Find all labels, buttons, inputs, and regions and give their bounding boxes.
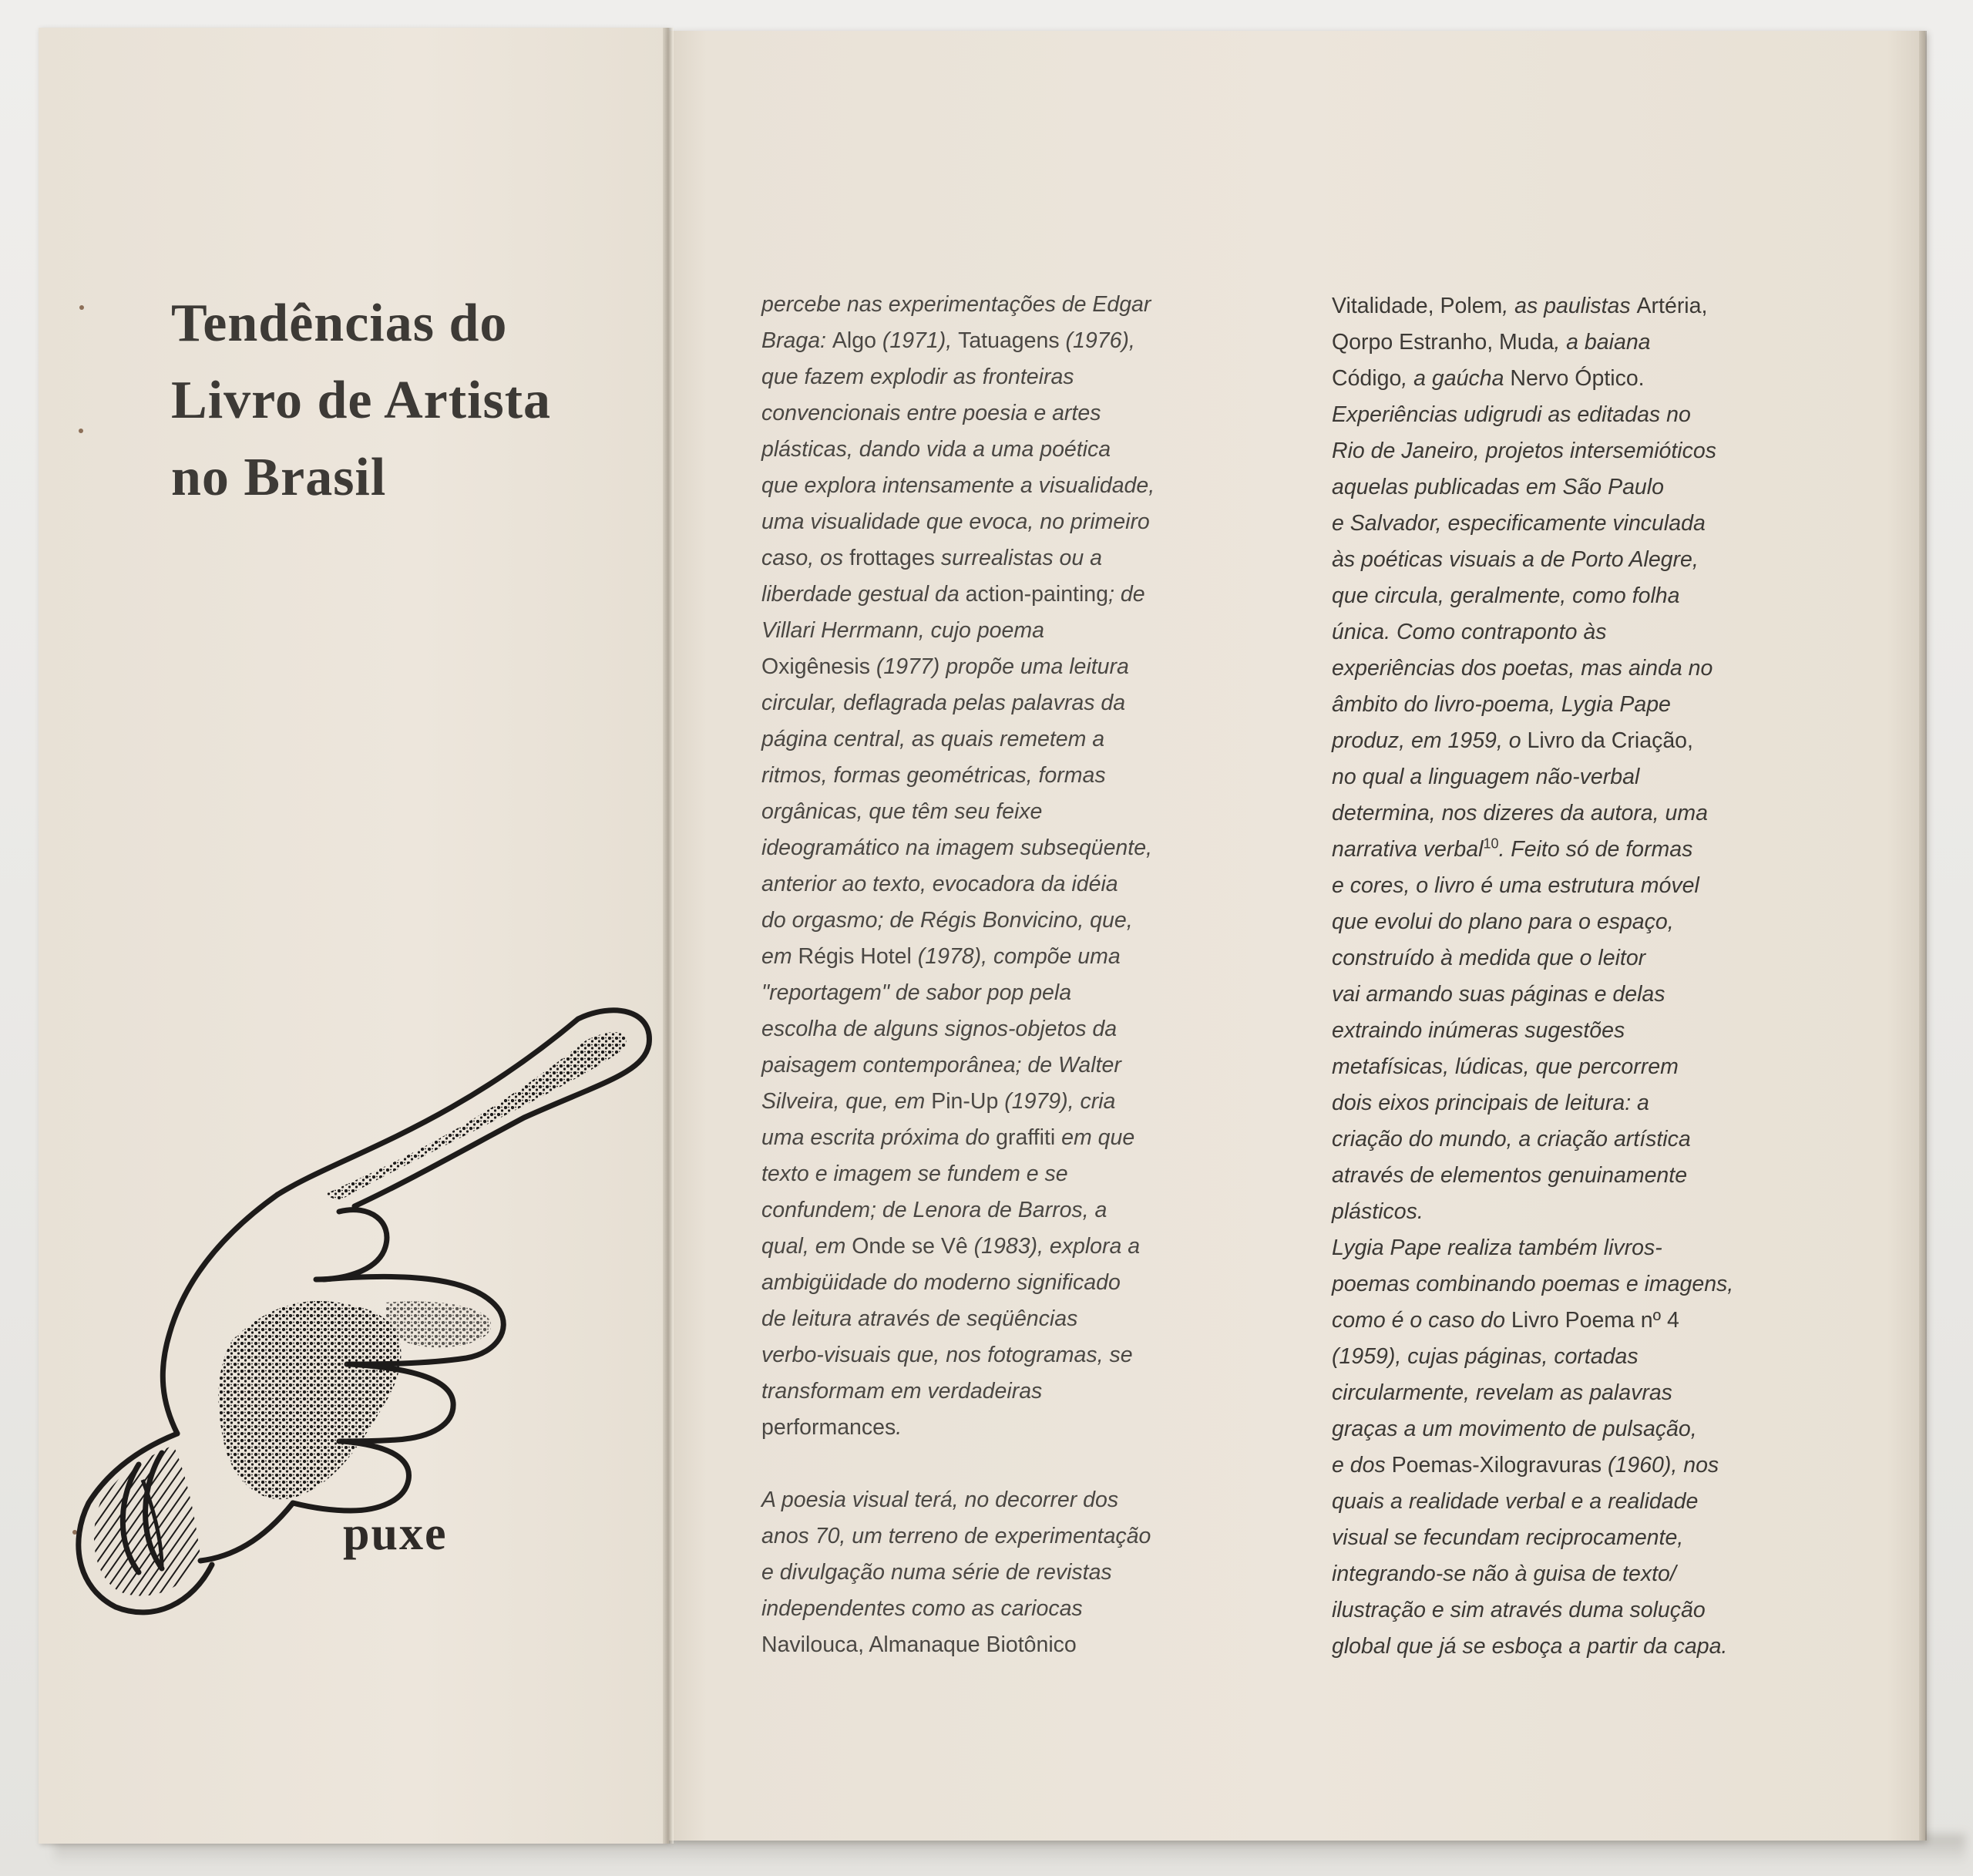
text-segment: uma escrita próxima do [761, 1125, 997, 1150]
text-segment: . Feito só de formas [1498, 837, 1693, 862]
text-line [761, 1192, 1255, 1229]
text-segment: circularmente, revelam as palavras [1332, 1380, 1672, 1405]
text-line [1332, 324, 1871, 361]
text-segment: em [761, 944, 798, 969]
text-line [1332, 1484, 1871, 1520]
text-segment: às poéticas visuais a de Porto Alegre, [1332, 547, 1699, 572]
text-line [1332, 868, 1871, 904]
text-line [761, 1518, 1255, 1555]
text-line [761, 395, 1255, 432]
text-line [761, 1301, 1255, 1337]
text-line [1332, 288, 1871, 324]
text-segment: A poesia visual terá, no decorrer dos [761, 1488, 1119, 1512]
text-line [1332, 1556, 1871, 1592]
text-segment: aquelas publicadas em São Paulo [1332, 475, 1664, 499]
text-line [1332, 1520, 1871, 1556]
text-segment: (1979), cria [998, 1089, 1116, 1114]
text-segment: Vitalidade, Polem [1332, 294, 1503, 318]
text-segment: produz, em 1959, o [1332, 728, 1528, 753]
text-segment: paisagem contemporânea; de Walter [761, 1053, 1121, 1078]
text-segment: Lygia Pape realiza também livros- [1332, 1236, 1662, 1260]
text-segment: ilustração e sim através duma solução [1332, 1598, 1706, 1622]
text-line [1332, 469, 1871, 506]
text-segment: Onde se Vê [852, 1234, 968, 1259]
text-segment: vai armando suas páginas e delas [1332, 982, 1665, 1007]
text-line [761, 1229, 1255, 1265]
text-line [1332, 1411, 1871, 1447]
text-line [1332, 1303, 1871, 1339]
text-line [761, 830, 1255, 866]
text-line [1332, 940, 1871, 977]
text-line [761, 1591, 1255, 1627]
text-segment: dois eixos principais de leitura: a [1332, 1091, 1649, 1115]
text-segment: percebe nas experimentações de Edgar [761, 292, 1151, 317]
text-segment: texto e imagem se fundem e se [761, 1162, 1068, 1186]
text-segment: através de elementos genuinamente [1332, 1163, 1688, 1188]
text-line [1332, 578, 1871, 614]
text-line [1332, 1629, 1871, 1665]
text-line [1332, 1447, 1871, 1484]
text-segment: Tatuagens [958, 328, 1060, 353]
text-segment: do orgasmo; de Régis Bonvicino, que, [761, 908, 1133, 933]
text-line [1332, 506, 1871, 542]
text-segment: orgânicas, que têm seu feixe [761, 799, 1043, 824]
text-segment: e Salvador, especificamente vinculada [1332, 511, 1706, 536]
text-segment: experiências dos poetas, mas ainda no [1332, 656, 1713, 681]
text-segment: metafísicas, lúdicas, que percorrem [1332, 1054, 1679, 1079]
text-segment: como é o caso do [1332, 1308, 1511, 1333]
text-line [1332, 433, 1871, 469]
text-line [1332, 1049, 1871, 1085]
text-line [1332, 723, 1871, 759]
text-line [761, 613, 1255, 649]
text-segment: qual, em [761, 1234, 852, 1259]
text-line [1332, 904, 1871, 940]
text-segment: Oxigênesis [761, 654, 870, 679]
text-segment: frottages [849, 546, 935, 570]
text-segment: e dos [1332, 1453, 1392, 1478]
text-line [1332, 832, 1871, 868]
text-line [761, 1156, 1255, 1192]
text-segment: única. Como contraponto às [1332, 620, 1607, 644]
text-segment: integrando-se não à guisa de texto/ [1332, 1562, 1676, 1586]
text-segment: quais a realidade verbal e a realidade [1332, 1489, 1699, 1514]
text-segment: Nervo Óptico. [1510, 366, 1645, 391]
text-line [1332, 1194, 1871, 1230]
text-line [761, 649, 1255, 685]
pull-label[interactable]: puxe [343, 1508, 448, 1560]
text-segment: Régis Hotel [798, 944, 912, 969]
text-segment: surrealistas ou a [934, 546, 1102, 570]
text-column-2 [1332, 288, 1871, 1665]
text-segment: transformam em verdadeiras [761, 1379, 1043, 1404]
text-line [761, 1047, 1255, 1084]
text-line [761, 1265, 1255, 1301]
text-segment: Livro Poema nº 4 [1511, 1308, 1679, 1333]
text-segment: (1959), cujas páginas, cortadas [1332, 1344, 1639, 1369]
text-line [761, 794, 1255, 830]
text-segment: Qorpo Estranho, Muda [1332, 330, 1555, 355]
text-line [1332, 1592, 1871, 1629]
text-line [1332, 795, 1871, 832]
text-line [761, 1410, 1255, 1446]
text-line [1332, 1085, 1871, 1121]
footnote-marker: 10 [1483, 835, 1499, 852]
text-segment: global que já se esboça a partir da capa. [1332, 1634, 1728, 1659]
text-segment: em que [1055, 1125, 1135, 1150]
page-fold [663, 28, 674, 1844]
text-segment: plásticas, dando vida a uma poética [761, 437, 1111, 462]
text-segment: que explora intensamente a visualidade, [761, 473, 1155, 498]
text-segment: plásticos. [1332, 1199, 1423, 1224]
text-segment: Rio de Janeiro, projetos intersemióticos [1332, 439, 1716, 463]
text-segment: extraindo inúmeras sugestões [1332, 1018, 1625, 1043]
text-line [761, 323, 1255, 359]
text-segment: performances [761, 1415, 896, 1440]
text-segment: Poemas-Xilogravuras [1391, 1453, 1602, 1478]
text-column-1 [761, 287, 1255, 1663]
text-segment: determina, nos dizeres da autora, uma [1332, 801, 1708, 825]
text-segment: confundem; de Lenora de Barros, a [761, 1198, 1108, 1222]
text-line [1332, 361, 1871, 397]
text-line [761, 1446, 1255, 1482]
text-segment: Pin-Up [931, 1089, 999, 1114]
text-line [761, 1337, 1255, 1373]
text-line [761, 721, 1255, 758]
text-segment: (1983), explora a [967, 1234, 1141, 1259]
text-segment: Código [1332, 366, 1402, 391]
text-segment: (1976), [1059, 328, 1135, 353]
text-line [1332, 1375, 1871, 1411]
text-segment: uma visualidade que evoca, no primeiro [761, 509, 1150, 534]
text-line [1332, 614, 1871, 651]
text-segment: , as paulistas [1502, 294, 1637, 318]
text-segment: Experiências udigrudi as editadas no [1332, 402, 1691, 427]
text-line [761, 432, 1255, 468]
text-line [761, 577, 1255, 613]
text-segment: Algo [832, 328, 876, 353]
text-segment: Villari Herrmann, cujo poema [761, 618, 1044, 643]
text-line [1332, 1013, 1871, 1049]
text-segment: (1971), [876, 328, 959, 353]
text-segment: escolha de alguns signos-objetos da [761, 1017, 1118, 1041]
text-line [1332, 759, 1871, 795]
text-segment: circular, deflagrada pelas palavras da [761, 691, 1126, 715]
text-segment: Artéria, [1636, 294, 1708, 318]
text-segment: ambigüidade do moderno significado [761, 1270, 1121, 1295]
punch-mark [79, 429, 83, 433]
text-line [761, 359, 1255, 395]
text-line [1332, 1339, 1871, 1375]
text-segment: independentes como as cariocas [761, 1596, 1083, 1621]
text-segment: Silveira, que, em [761, 1089, 932, 1114]
text-line [1332, 651, 1871, 687]
text-line [1332, 1121, 1871, 1158]
text-line [1332, 1158, 1871, 1194]
title-line: no Brasil [171, 448, 387, 507]
text-line [1332, 397, 1871, 433]
text-line [761, 540, 1255, 577]
text-segment: (1977) propõe uma leitura [869, 654, 1129, 679]
text-segment: e divulgação numa série de revistas [761, 1560, 1112, 1585]
text-line [1332, 687, 1871, 723]
text-segment: ideogramático na imagem subseqüente, [761, 835, 1152, 860]
text-segment: e cores, o livro é uma estrutura móvel [1332, 873, 1699, 898]
title-line: Tendências do [171, 294, 508, 353]
text-line [761, 1555, 1255, 1591]
text-line [761, 468, 1255, 504]
text-segment: convencionais entre poesia e artes [761, 401, 1101, 425]
title-line: Livro de Artista [171, 371, 552, 430]
text-line [761, 975, 1255, 1011]
text-segment: . [896, 1415, 902, 1440]
text-segment: graffiti [996, 1125, 1056, 1150]
text-line [761, 504, 1255, 540]
text-segment: que fazem explodir as fronteiras [761, 365, 1074, 389]
text-line [761, 1120, 1255, 1156]
text-segment: poemas combinando poemas e imagens, [1332, 1272, 1734, 1296]
text-segment: ; de [1108, 582, 1145, 607]
text-segment: , a gaúcha [1401, 366, 1511, 391]
text-line [1332, 542, 1871, 578]
text-segment: caso, os [761, 546, 850, 570]
text-segment: ritmos, formas geométricas, formas [761, 763, 1106, 788]
text-segment: anterior ao texto, evocadora da idéia [761, 872, 1118, 896]
text-segment: (1978), compõe uma [911, 944, 1121, 969]
text-line [1332, 1230, 1871, 1266]
text-line [761, 939, 1255, 975]
text-segment: action-painting [965, 582, 1109, 607]
text-segment: liberdade gestual da [761, 582, 966, 607]
text-line [761, 758, 1255, 794]
text-segment: , a baiana [1554, 330, 1651, 355]
booklet-title [171, 285, 664, 516]
punch-mark [79, 305, 84, 310]
text-segment: graças a um movimento de pulsação, [1332, 1417, 1697, 1441]
text-segment: anos 70, um terreno de experimentação [761, 1524, 1151, 1548]
text-segment: (1960), nos [1602, 1453, 1719, 1478]
text-segment: criação do mundo, a criação artística [1332, 1127, 1691, 1151]
text-line [761, 866, 1255, 903]
text-line [761, 1627, 1255, 1663]
text-segment: Navilouca, Almanaque Biotônico [761, 1632, 1077, 1657]
text-segment: no qual a linguagem não-verbal [1332, 765, 1640, 789]
text-line [761, 1084, 1255, 1120]
text-segment: Livro da Criação, [1527, 728, 1693, 753]
text-segment: verbo-visuais que, nos fotogramas, se [761, 1343, 1133, 1367]
text-line [761, 287, 1255, 323]
text-segment: construído à medida que o leitor [1332, 946, 1646, 970]
text-line [761, 1011, 1255, 1047]
text-segment: "reportagem" de sabor pop pela [761, 980, 1072, 1005]
text-line [1332, 977, 1871, 1013]
page-right-edge [1919, 31, 1927, 1841]
text-segment: visual se fecundam reciprocamente, [1332, 1525, 1684, 1550]
text-line [761, 903, 1255, 939]
text-line [761, 685, 1255, 721]
text-segment: de leitura através de seqüências [761, 1306, 1078, 1331]
text-segment: narrativa verbal [1332, 837, 1484, 862]
text-segment: que evolui do plano para o espaço, [1332, 909, 1674, 934]
text-line [1332, 1266, 1871, 1303]
text-line [761, 1482, 1255, 1518]
text-segment: âmbito do livro-poema, Lygia Pape [1332, 692, 1671, 717]
text-segment: Braga: [761, 328, 832, 353]
text-line [761, 1373, 1255, 1410]
text-segment: que circula, geralmente, como folha [1332, 583, 1680, 608]
text-segment: página central, as quais remetem a [761, 727, 1105, 751]
